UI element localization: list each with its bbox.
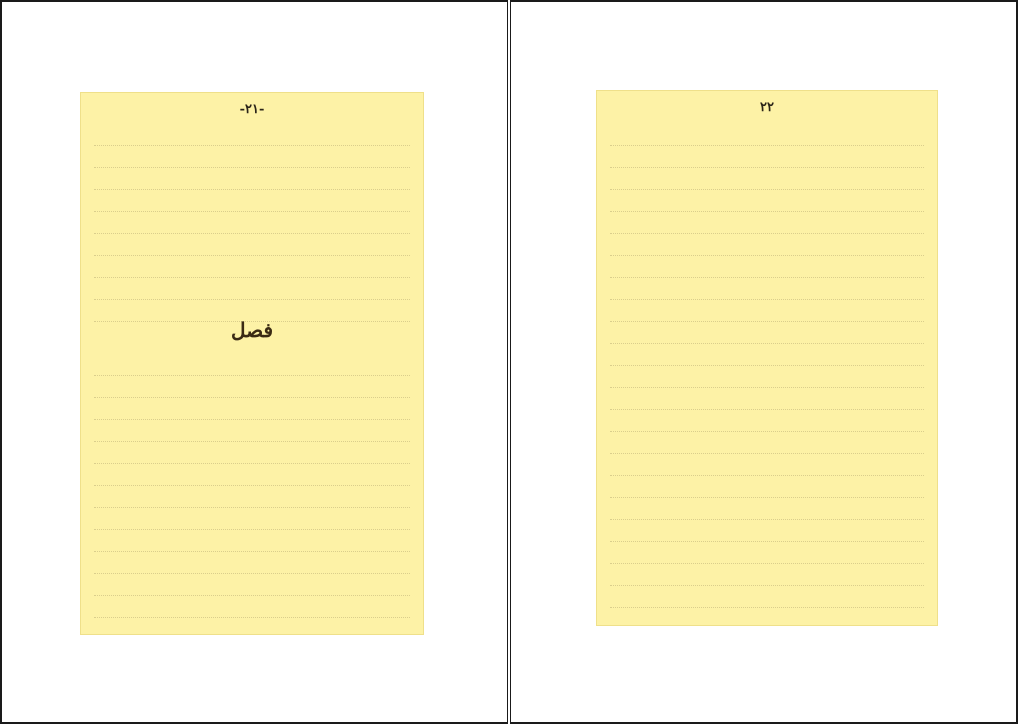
left-book-page xyxy=(80,92,424,635)
section-heading: فصل xyxy=(230,318,274,342)
left-page-number: -٢١- xyxy=(239,102,265,117)
right-page-body xyxy=(610,124,924,616)
left-page-body-bottom xyxy=(94,354,410,625)
right-page-number: ٢٢ xyxy=(760,100,774,115)
left-page-body-top xyxy=(94,124,410,318)
right-book-page xyxy=(596,90,938,626)
